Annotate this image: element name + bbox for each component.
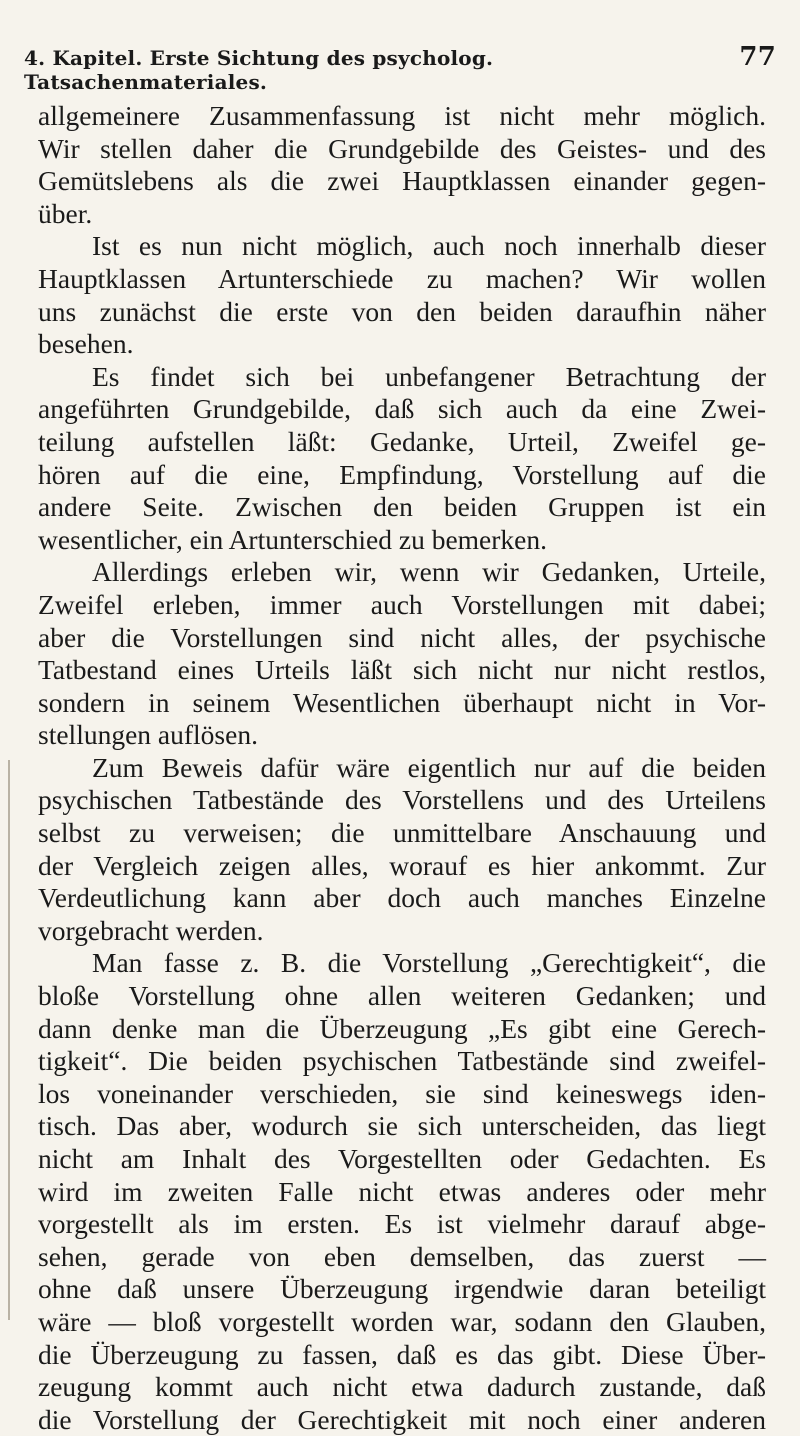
paragraph xyxy=(38,100,766,230)
text-line: Ist es nun nicht möglich, auch noch innerhalb dieser xyxy=(92,230,766,262)
text-line: Zum Beweis dafür wäre eigentlich nur auf die beiden xyxy=(92,751,766,783)
text-line: über. xyxy=(38,197,93,229)
text-line: sehen, gerade von eben demselben, das zuerst — xyxy=(38,1240,766,1272)
paragraph xyxy=(38,361,766,557)
text-line: aber die Vorstellungen sind nicht alles, der psychische xyxy=(38,621,766,653)
paragraph xyxy=(38,752,766,948)
text-line: Allerdings erleben wir, wenn wir Gedanken, Urteile, xyxy=(92,556,766,588)
text-line: Hauptklassen Artunterschiede zu machen? Wir wollen xyxy=(38,262,766,294)
text-line: Gemütslebens als die zwei Hauptklassen einander gegen- xyxy=(38,165,766,197)
text-line: teilung aufstellen läßt: Gedanke, Urteil, Zweifel ge- xyxy=(38,425,766,457)
text-line: Wir stellen daher die Grundgebilde des Geistes- und des xyxy=(38,132,766,164)
text-line: dann denke man die Überzeugung „Es gibt eine Gerech- xyxy=(38,1012,766,1044)
text-line: wäre — bloß vorgestellt worden war, sodann den Glauben, xyxy=(38,1305,766,1337)
text-line: besehen. xyxy=(38,328,134,360)
text-line: ohne daß unsere Überzeugung irgendwie daran beteiligt xyxy=(38,1273,766,1305)
text-line: Tatbestand eines Urteils läßt sich nicht nur nicht restlos, xyxy=(38,654,766,686)
text-line: angeführten Grundgebilde, daß sich auch da eine Zwei- xyxy=(38,393,766,425)
text-line: andere Seite. Zwischen den beiden Gruppen ist ein xyxy=(38,491,766,523)
text-line: vorgebracht werden. xyxy=(38,914,264,946)
text-line: los voneinander verschieden, sie sind keineswegs iden- xyxy=(38,1077,766,1109)
text-line: nicht am Inhalt des Vorgestellten oder Gedachten. Es xyxy=(38,1143,766,1174)
text-line: uns zunächst die erste von den beiden daraufhin näher xyxy=(38,295,766,327)
page-number: 77 xyxy=(739,42,776,72)
text-line: sondern in seinem Wesentlichen überhaupt nicht in Vor- xyxy=(38,686,766,718)
paragraph xyxy=(38,230,766,360)
text-line: Verdeutlichung kann aber doch auch manches Einzelne xyxy=(38,882,766,914)
text-line: stellungen auflösen. xyxy=(38,719,258,751)
text-line: bloße Vorstellung ohne allen weiteren Gedanken; und xyxy=(38,980,766,1012)
text-line: hören auf die eine, Empfindung, Vorstellung auf die xyxy=(38,458,766,490)
text-line: allgemeinere Zusammenfassung ist nicht mehr möglich. xyxy=(38,100,766,131)
text-line: die Überzeugung zu fassen, daß es das gibt. Diese Über- xyxy=(38,1338,766,1370)
text-line: Es findet sich bei unbefangener Betrachtung der xyxy=(92,360,766,392)
text-line: vorgestellt als im ersten. Es ist vielmehr darauf abge- xyxy=(38,1208,766,1240)
running-header xyxy=(24,42,776,94)
running-title: 4. Kapitel. Erste Sichtung des psycholog. Tatsachenmateriales. xyxy=(24,46,494,94)
text-line: wird im zweiten Falle nicht etwas anderes oder mehr xyxy=(38,1175,766,1207)
gutter-shadow xyxy=(8,760,10,1320)
text-line: Zweifel erleben, immer auch Vorstellungen mit dabei; xyxy=(38,588,766,620)
paragraph xyxy=(38,556,766,752)
text-line: tisch. Das aber, wodurch sie sich unterscheiden, das liegt xyxy=(38,1110,766,1142)
text-line: selbst zu verweisen; die unmittelbare Anschauung und xyxy=(38,817,766,849)
text-line: wesentlicher, ein Artunterschied zu bemerken. xyxy=(38,523,547,555)
text-line: tigkeit“. Die beiden psychischen Tatbestände sind zweifel- xyxy=(38,1045,766,1077)
text-line: die Vorstellung der Gerechtigkeit mit noch einer anderen xyxy=(38,1403,766,1435)
text-line: psychischen Tatbestände des Vorstellens und des Urteilens xyxy=(38,784,766,816)
text-line: der Vergleich zeigen alles, worauf es hier ankommt. Zur xyxy=(38,849,766,881)
paragraph xyxy=(38,947,766,1436)
text-line: zeugung kommt auch nicht etwa dadurch zustande, daß xyxy=(38,1371,766,1403)
text-line: Man fasse z. B. die Vorstellung „Gerechtigkeit“, die xyxy=(92,947,766,979)
body-text xyxy=(38,100,766,1436)
